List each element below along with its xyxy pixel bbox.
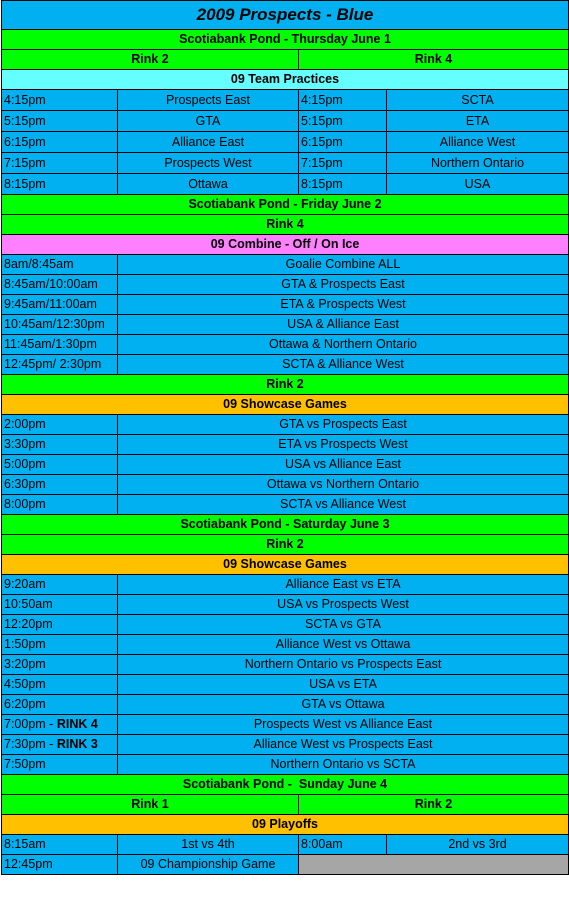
event-cell: SCTA & Alliance West	[118, 355, 569, 375]
table-row	[2, 695, 569, 715]
table-row	[2, 335, 569, 355]
time-cell: 6:20pm	[2, 695, 118, 715]
table-row	[2, 355, 569, 375]
table-row	[2, 835, 569, 855]
time-cell: 8am/8:45am	[2, 255, 118, 275]
table-row	[2, 755, 569, 775]
table-row	[2, 855, 569, 875]
time-cell: 9:20am	[2, 575, 118, 595]
empty-cell	[299, 855, 569, 875]
time-cell: 5:15pm	[299, 111, 387, 132]
event-cell: GTA vs Ottawa	[118, 695, 569, 715]
table-row	[2, 255, 569, 275]
schedule-table	[1, 0, 569, 875]
table-row	[2, 90, 569, 111]
event-cell: Goalie Combine ALL	[118, 255, 569, 275]
table-row	[2, 295, 569, 315]
event-cell: ETA vs Prospects West	[118, 435, 569, 455]
table-row	[2, 655, 569, 675]
game-cell: 09 Championship Game	[118, 855, 299, 875]
event-cell: SCTA vs Alliance West	[118, 495, 569, 515]
time-cell: 6:30pm	[2, 475, 118, 495]
day-header-sunday: Scotiabank Pond - Sunday June 4	[2, 775, 569, 795]
team-cell: ETA	[387, 111, 569, 132]
table-row	[2, 275, 569, 295]
table-row	[2, 174, 569, 195]
table-row	[2, 635, 569, 655]
time-cell: 12:20pm	[2, 615, 118, 635]
table-row	[2, 153, 569, 174]
rink-label: Rink 4	[2, 215, 569, 235]
team-cell: SCTA	[387, 90, 569, 111]
day-header-friday: Scotiabank Pond - Friday June 2	[2, 195, 569, 215]
time-cell: 3:30pm	[2, 435, 118, 455]
table-row	[2, 415, 569, 435]
table-row	[2, 735, 569, 755]
rink-label: Rink 2	[2, 50, 299, 70]
time-cell: 12:45pm	[2, 855, 118, 875]
team-cell: Prospects West	[118, 153, 299, 174]
team-cell: Alliance East	[118, 132, 299, 153]
time-cell: 8:45am/10:00am	[2, 275, 118, 295]
table-row	[2, 455, 569, 475]
event-cell: Northern Ontario vs Prospects East	[118, 655, 569, 675]
time-cell: 7:50pm	[2, 755, 118, 775]
time-cell: 10:45am/12:30pm	[2, 315, 118, 335]
game-cell: 2nd vs 3rd	[387, 835, 569, 855]
event-cell: GTA & Prospects East	[118, 275, 569, 295]
time-cell: 7:00pm - RINK 4	[2, 715, 118, 735]
rink-label: Rink 2	[2, 375, 569, 395]
time-cell: 6:15pm	[2, 132, 118, 153]
time-cell: 8:15pm	[2, 174, 118, 195]
time-cell: 5:15pm	[2, 111, 118, 132]
event-cell: Alliance West vs Ottawa	[118, 635, 569, 655]
rink-label: Rink 4	[299, 50, 569, 70]
table-row	[2, 675, 569, 695]
team-cell: USA	[387, 174, 569, 195]
time-cell: 10:50am	[2, 595, 118, 615]
event-cell: USA vs ETA	[118, 675, 569, 695]
rink-label: Rink 2	[299, 795, 569, 815]
team-cell: Alliance West	[387, 132, 569, 153]
event-cell: Prospects West vs Alliance East	[118, 715, 569, 735]
table-row	[2, 495, 569, 515]
table-row	[2, 132, 569, 153]
time-cell: 7:30pm - RINK 3	[2, 735, 118, 755]
section-team-practices: 09 Team Practices	[2, 70, 569, 90]
day-header-saturday: Scotiabank Pond - Saturday June 3	[2, 515, 569, 535]
time-cell: 2:00pm	[2, 415, 118, 435]
table-row	[2, 435, 569, 455]
time-cell: 9:45am/11:00am	[2, 295, 118, 315]
event-cell: USA vs Alliance East	[118, 455, 569, 475]
team-cell: Prospects East	[118, 90, 299, 111]
day-header-thursday: Scotiabank Pond - Thursday June 1	[2, 30, 569, 50]
table-row	[2, 715, 569, 735]
page-title: 2009 Prospects - Blue	[2, 1, 569, 30]
rink-label: Rink 1	[2, 795, 299, 815]
event-cell: Northern Ontario vs SCTA	[118, 755, 569, 775]
table-row	[2, 315, 569, 335]
time-cell: 6:15pm	[299, 132, 387, 153]
event-cell: Ottawa vs Northern Ontario	[118, 475, 569, 495]
time-cell: 12:45pm/ 2:30pm	[2, 355, 118, 375]
time-cell: 8:00am	[299, 835, 387, 855]
game-cell: 1st vs 4th	[118, 835, 299, 855]
time-cell: 4:50pm	[2, 675, 118, 695]
event-cell: SCTA vs GTA	[118, 615, 569, 635]
event-cell: Alliance East vs ETA	[118, 575, 569, 595]
event-cell: GTA vs Prospects East	[118, 415, 569, 435]
rink-label: Rink 2	[2, 535, 569, 555]
section-showcase: 09 Showcase Games	[2, 555, 569, 575]
table-row	[2, 595, 569, 615]
time-cell: 1:50pm	[2, 635, 118, 655]
time-cell: 7:15pm	[299, 153, 387, 174]
time-cell: 11:45am/1:30pm	[2, 335, 118, 355]
table-row	[2, 575, 569, 595]
event-cell: USA & Alliance East	[118, 315, 569, 335]
event-cell: Alliance West vs Prospects East	[118, 735, 569, 755]
section-showcase: 09 Showcase Games	[2, 395, 569, 415]
team-cell: Northern Ontario	[387, 153, 569, 174]
event-cell: USA vs Prospects West	[118, 595, 569, 615]
table-row	[2, 475, 569, 495]
event-cell: ETA & Prospects West	[118, 295, 569, 315]
team-cell: GTA	[118, 111, 299, 132]
section-combine: 09 Combine - Off / On Ice	[2, 235, 569, 255]
event-cell: Ottawa & Northern Ontario	[118, 335, 569, 355]
section-playoffs: 09 Playoffs	[2, 815, 569, 835]
time-cell: 8:15pm	[299, 174, 387, 195]
time-cell: 7:15pm	[2, 153, 118, 174]
time-cell: 5:00pm	[2, 455, 118, 475]
time-cell: 3:20pm	[2, 655, 118, 675]
time-cell: 8:15am	[2, 835, 118, 855]
time-cell: 4:15pm	[299, 90, 387, 111]
team-cell: Ottawa	[118, 174, 299, 195]
time-cell: 4:15pm	[2, 90, 118, 111]
table-row	[2, 111, 569, 132]
table-row	[2, 615, 569, 635]
time-cell: 8:00pm	[2, 495, 118, 515]
